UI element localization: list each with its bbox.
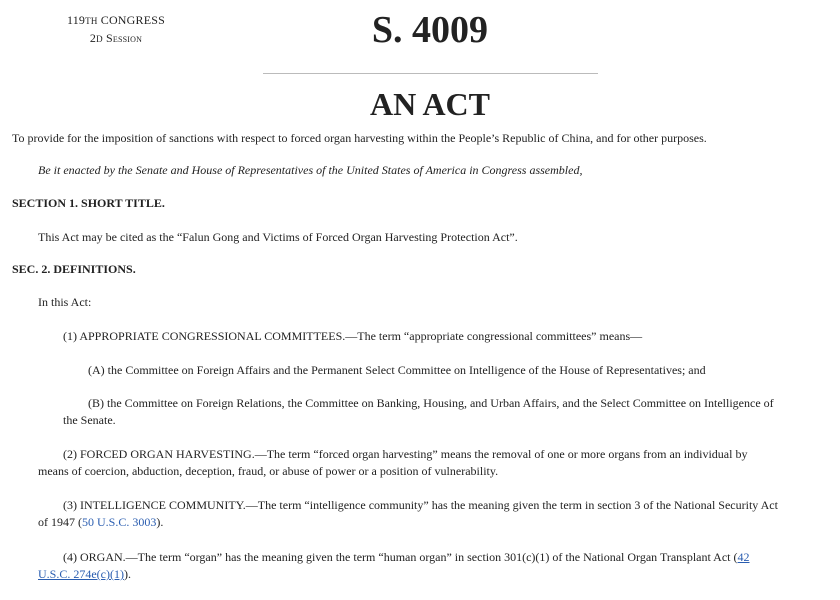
purpose-text: To provide for the imposition of sanctions with respect to forced organ harvesting within the People’s Republic of China, and for other purposes. — [12, 131, 707, 145]
congress-word: CONGRESS — [100, 13, 166, 27]
congress-number: 119 — [66, 13, 86, 27]
usc-3003-link[interactable]: 50 U.S.C. 3003 — [82, 515, 157, 529]
session-number: 2 — [89, 31, 97, 45]
paragraph-1-num: (1) — [63, 329, 80, 343]
session-suffix: D — [96, 34, 103, 44]
paragraph-1 — [63, 328, 642, 345]
section-1-heading: SECTION 1. SHORT TITLE. — [12, 196, 165, 210]
paragraph-4-line2 — [38, 566, 131, 583]
session-word: Session — [106, 31, 143, 45]
paragraph-3-line1 — [63, 497, 778, 514]
header-divider — [263, 73, 598, 74]
section-2-intro: In this Act: — [38, 295, 92, 309]
congress-line — [56, 12, 176, 30]
usc-274e-link-part1[interactable]: 42 — [737, 550, 750, 564]
paragraph-3-term: INTELLIGENCE COMMUNITY — [80, 498, 243, 512]
paragraph-4-line1 — [63, 549, 750, 566]
section-2-heading: SEC. 2. DEFINITIONS. — [12, 262, 136, 276]
paragraph-3-text: .—The term “intelligence community” has the meaning given the term in section 3 of the National Security Act — [242, 498, 778, 512]
congress-session-label — [56, 12, 176, 48]
congress-suffix: TH — [85, 16, 98, 26]
paragraph-4-num: (4) — [63, 550, 80, 564]
paragraph-3-text-post: ). — [156, 515, 164, 529]
subparagraph-1b-line1: (B) the Committee on Foreign Relations, the Committee on Banking, Housing, and Urban Affairs, and the Select Committee on Intelligence of — [88, 396, 774, 410]
paragraph-1-term: APPROPRIATE CONGRESSIONAL COMMITTEES — [79, 329, 343, 343]
subparagraph-1b-line2: the Senate. — [63, 413, 116, 427]
paragraph-3-line2 — [38, 514, 163, 531]
section-1-text: This Act may be cited as the “Falun Gong and Victims of Forced Organ Harvesting Protection Act”. — [38, 230, 518, 244]
act-title: AN ACT — [369, 86, 490, 122]
paragraph-3-num: (3) — [63, 498, 80, 512]
bill-number: S. 4009 — [371, 9, 489, 51]
paragraph-1-text: .—The term “appropriate congressional committees” means— — [342, 329, 643, 343]
paragraph-2-text: .—The term “forced organ harvesting” means the removal of one or more organs from an individual by — [251, 447, 748, 461]
paragraph-2-num: (2) — [63, 447, 80, 461]
paragraph-2-line2: means of coercion, abduction, deception, fraud, or abuse of power or a position of vulnerability. — [38, 464, 499, 478]
paragraph-4-text: .—The term “organ” has the meaning given the term “human organ” in section 301(c)(1) of the National Organ Transplant Act ( — [122, 550, 738, 564]
enacting-clause: Be it enacted by the Senate and House of Representatives of the United States of America in Congress assembled, — [38, 163, 583, 177]
paragraph-4-text-post: ). — [123, 567, 131, 581]
subparagraph-1a: (A) the Committee on Foreign Affairs and the Permanent Select Committee on Intelligence of the House of Representatives; and — [88, 363, 706, 377]
paragraph-2-line1 — [63, 446, 747, 463]
paragraph-2-term: FORCED ORGAN HARVESTING — [80, 447, 252, 461]
paragraph-3-text-pre: of 1947 ( — [38, 515, 82, 529]
paragraph-4-term: ORGAN — [80, 550, 123, 564]
usc-274e-link-part2[interactable]: U.S.C. 274e(c)(1) — [38, 567, 124, 581]
session-line — [56, 30, 176, 48]
